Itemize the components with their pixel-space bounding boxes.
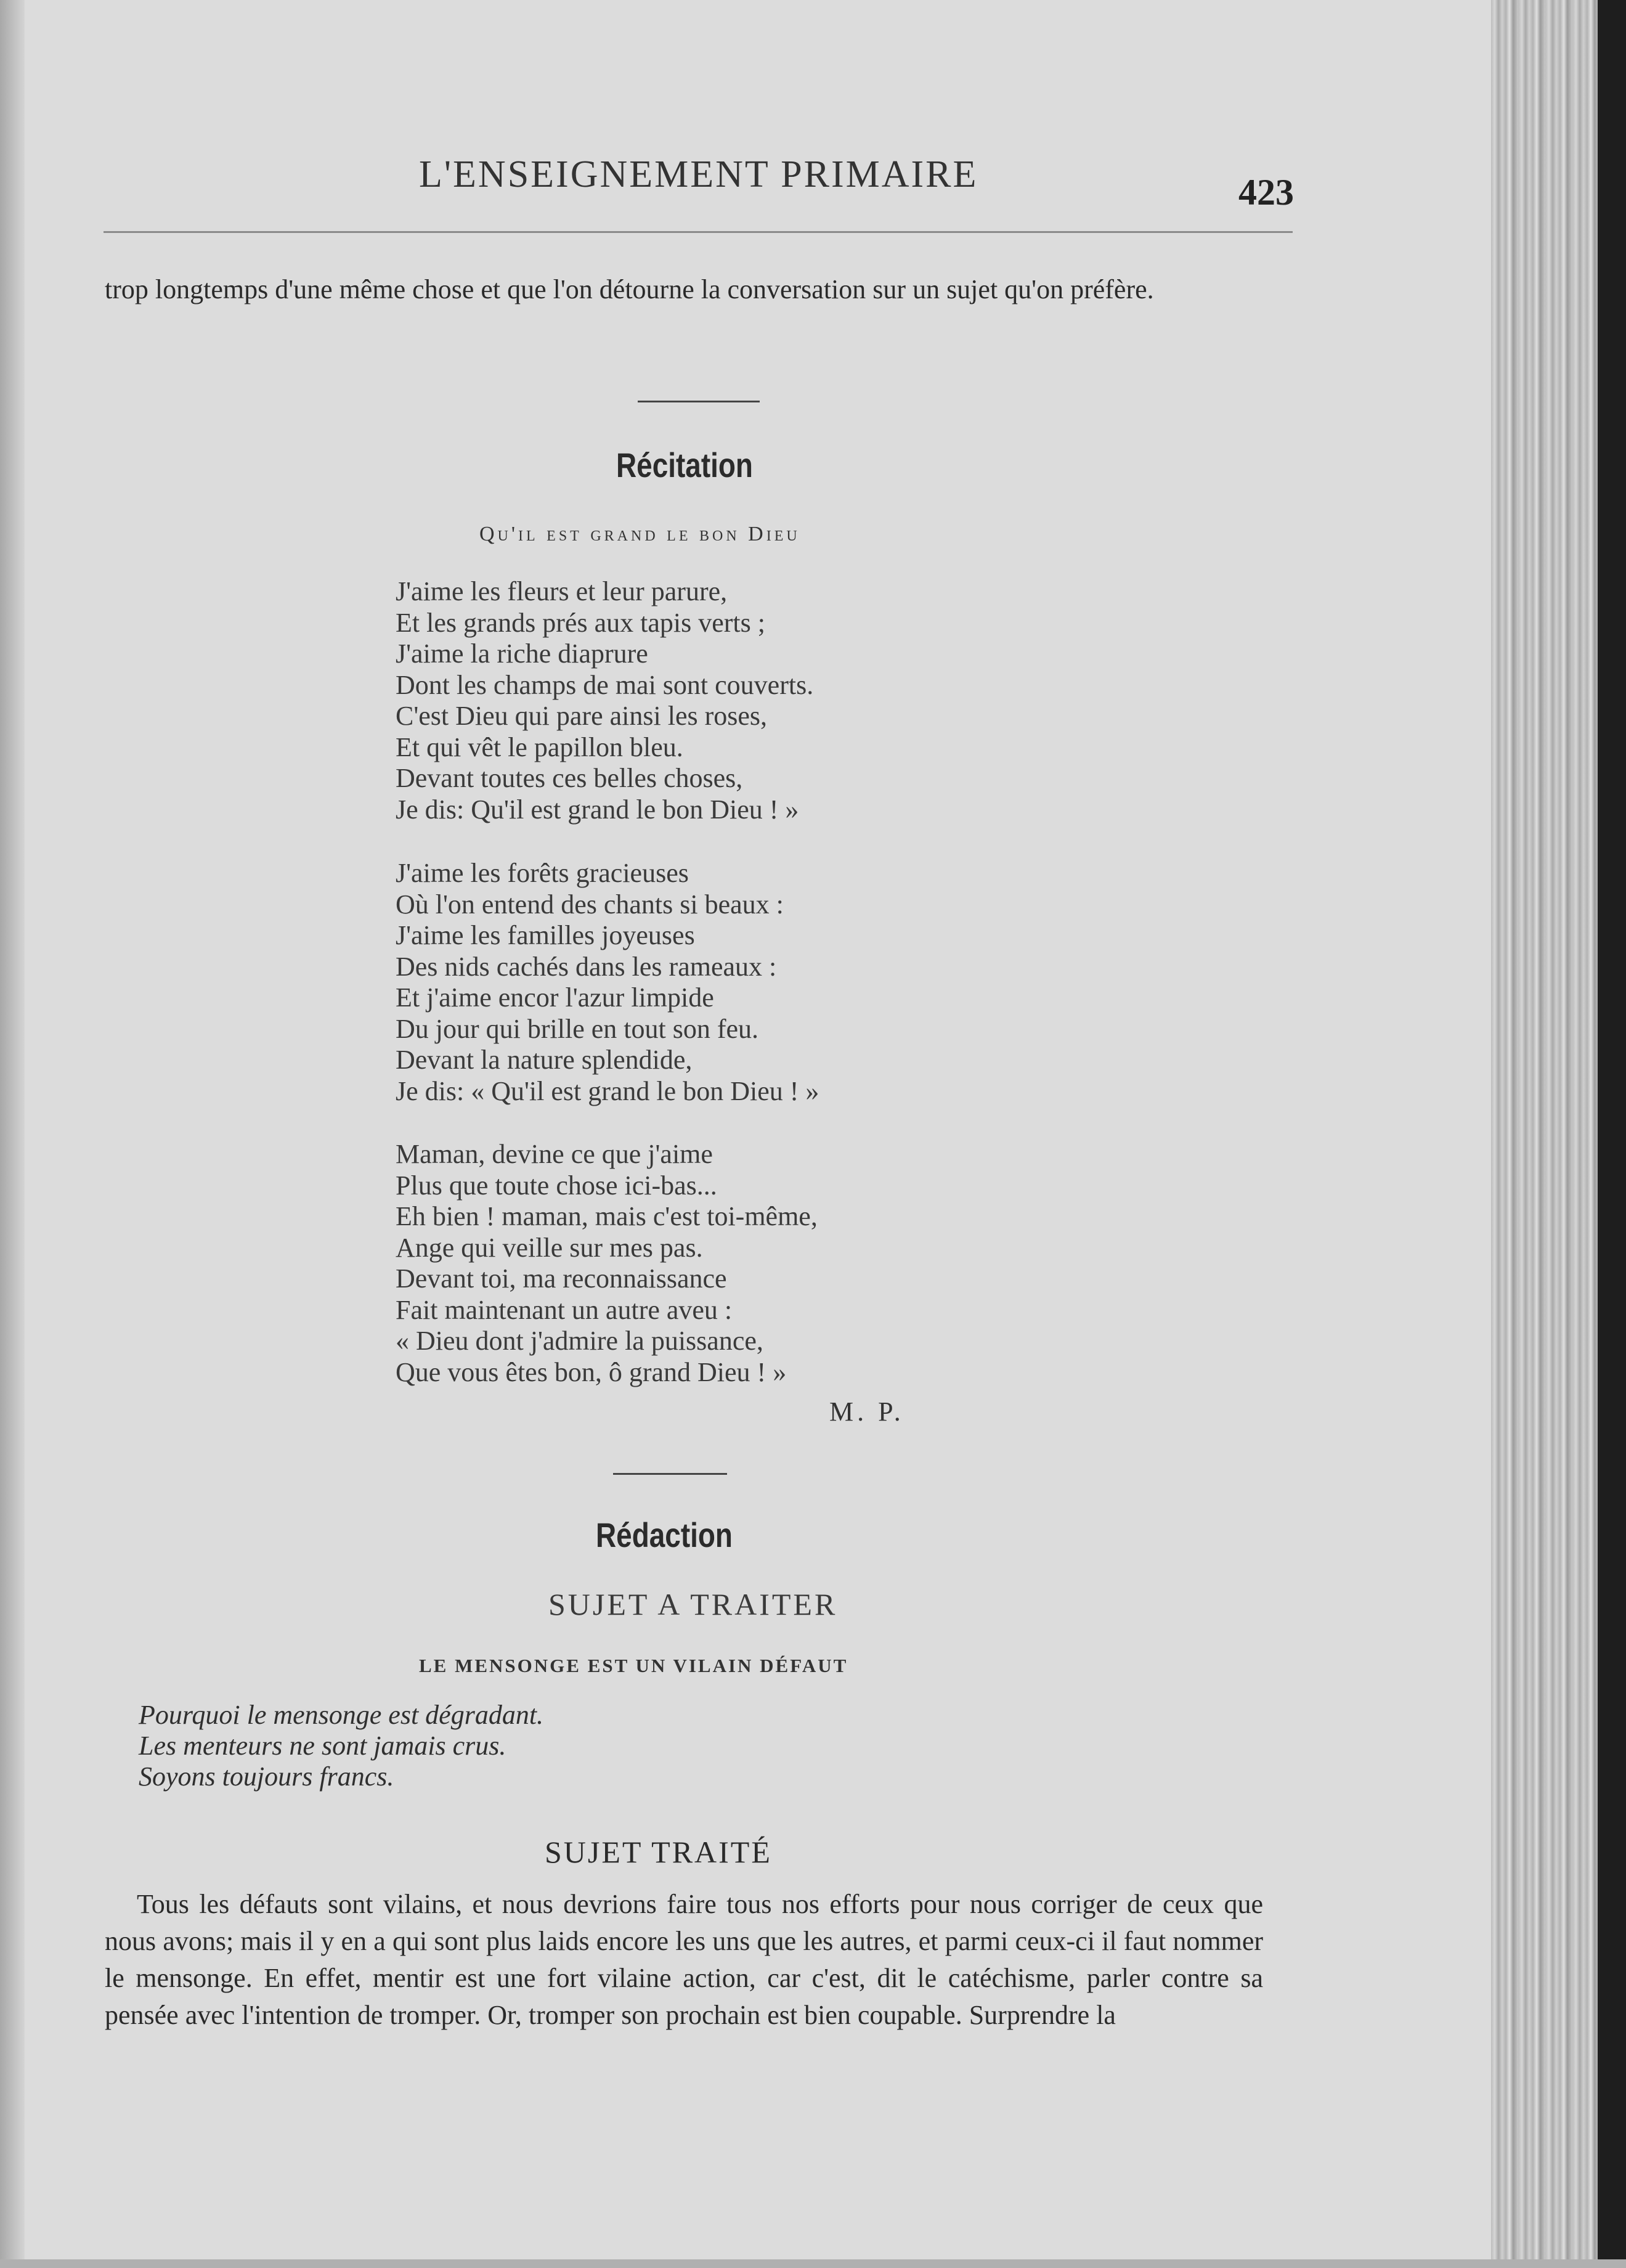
poem-line: Et les grands prés aux tapis verts ; — [396, 607, 765, 638]
poem-stanza — [396, 1139, 975, 1388]
poem-stanza — [396, 576, 975, 825]
subject-heading: SUJET A TRAITER — [548, 1587, 838, 1621]
poem-line: Eh bien ! maman, mais c'est toi-même, — [396, 1201, 818, 1231]
poem-line: Devant toutes ces belles choses, — [396, 763, 743, 793]
running-head: L'ENSEIGNEMENT PRIMAIRE — [419, 153, 978, 195]
poem-line: J'aime les fleurs et leur parure, — [396, 576, 728, 606]
book-binding-edge — [1491, 0, 1626, 2268]
poem-line: J'aime les forêts gracieuses — [396, 858, 689, 888]
treated-paragraph: Tous les défauts sont vilains, et nous devrions faire tous nos efforts pour nous corriger de ceux que nous avons; mais il y en a qui sont plus laids encore les uns que les autres, et parmi ceux-ci il faut nommer le mensonge. En effet, mentir est une fort vilaine action, car c'est, dit le catéchisme, parler contre sa pensée avec l'intention de tromper. Or, tromper son prochain est bien coupable. Surprendre la — [105, 1889, 1263, 2030]
poem-line: Et j'aime encor l'azur limpide — [396, 982, 714, 1013]
poem-line: J'aime la riche diaprure — [396, 638, 648, 669]
outline-item: Les menteurs ne sont jamais crus. — [139, 1731, 506, 1761]
poem-line: Ange qui veille sur mes pas. — [396, 1232, 703, 1263]
header-rule — [104, 231, 1293, 233]
outline-item: Pourquoi le mensonge est dégradant. — [139, 1700, 544, 1730]
poem-line: Dont les champs de mai sont couverts. — [396, 669, 814, 700]
poem-line: Du jour qui brille en tout son feu. — [396, 1013, 759, 1044]
page-number: 423 — [1238, 172, 1294, 213]
poem-line: Je dis: « Qu'il est grand le bon Dieu ! » — [396, 1075, 819, 1106]
poem-line: Maman, devine ce que j'aime — [396, 1139, 713, 1169]
poem-line: Et qui vêt le papillon bleu. — [396, 732, 683, 762]
subject-title: LE MENSONGE EST UN VILAIN DÉFAUT — [419, 1655, 848, 1676]
section-separator — [638, 401, 760, 402]
outline-item: Soyons toujours francs. — [139, 1761, 394, 1792]
poem-line: Où l'on entend des chants si beaux : — [396, 889, 784, 920]
poem-line: Je dis: Qu'il est grand le bon Dieu ! » — [396, 794, 799, 825]
bottom-edge — [0, 2259, 1626, 2268]
subject-outline — [139, 1700, 543, 1792]
poem-line: Devant toi, ma reconnaissance — [396, 1263, 727, 1294]
poem-line: Des nids cachés dans les rameaux : — [396, 951, 777, 982]
poem-line: « Dieu dont j'admire la puissance, — [396, 1326, 763, 1356]
poem-line: Que vous êtes bon, ô grand Dieu ! » — [396, 1356, 787, 1387]
section-title-recitation: Récitation — [616, 446, 753, 484]
poem-line: C'est Dieu qui pare ainsi les roses, — [396, 701, 768, 731]
poem-line: J'aime les familles joyeuses — [396, 920, 695, 950]
section-separator — [613, 1473, 727, 1475]
section-title-redaction: Rédaction — [596, 1515, 733, 1554]
poem-stanza — [396, 858, 975, 1107]
treated-heading: SUJET TRAITÉ — [545, 1835, 772, 1869]
poem-signature: M. P. — [829, 1397, 904, 1427]
poem-line: Fait maintenant un autre aveu : — [396, 1294, 733, 1325]
poem-title: Qu'il est grand le bon Dieu — [479, 523, 800, 545]
continuation-paragraph: trop longtemps d'une même chose et que l'on détourne la conversation sur un sujet qu'on préfère. — [105, 274, 1154, 304]
poem-line: Plus que toute chose ici-bas... — [396, 1170, 717, 1201]
poem-line: Devant la nature splendide, — [396, 1045, 693, 1075]
